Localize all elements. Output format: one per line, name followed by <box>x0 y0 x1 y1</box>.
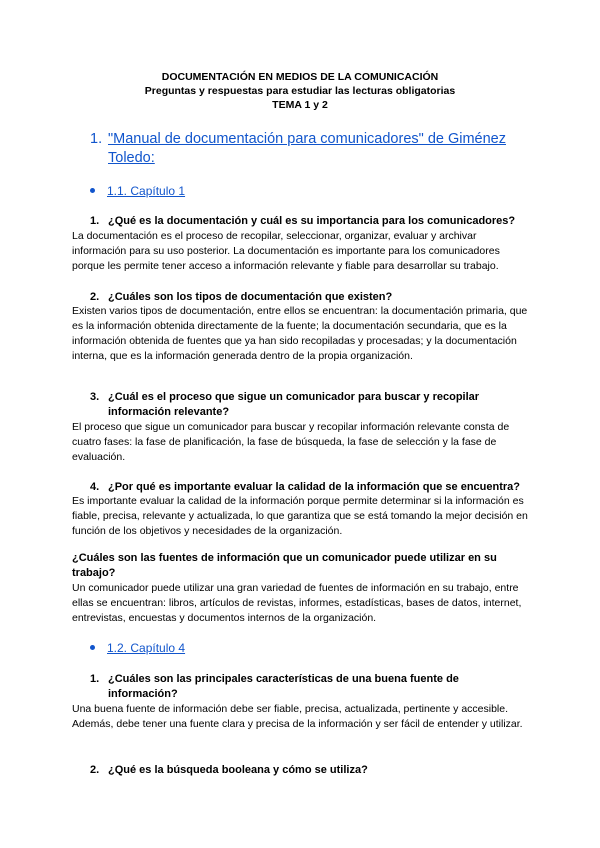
question: 1. ¿Qué es la documentación y cuál es su importancia para los comunicadores? <box>90 215 516 227</box>
answer: Es importante evaluar la calidad de la información porque permite determinar si la información es fiable, precisa, relevante y actualizada, lo que garantiza que se está tomando la mejor decisión en función de los objetivos y necesidades de la organización. <box>72 495 528 537</box>
bullet-icon <box>90 188 95 193</box>
document-header <box>0 70 600 112</box>
answer: El proceso que sigue un comunicador para buscar y recopilar información relevante consta de cuatro fases: la fase de planificación, la fase de búsqueda, la fase de selección y la fase de evaluación. <box>72 421 510 463</box>
chapter-heading[interactable] <box>90 640 185 656</box>
bullet-icon <box>90 645 95 650</box>
answer: Un comunicador puede utilizar una gran variedad de fuentes de información en su trabajo, entre ellas se encuentran: libros, artículos de revistas, informes, estadísticas, bases de datos, internet, entrevistas, encuestas y documentos internos de la organización. <box>72 582 522 624</box>
question: 2. ¿Qué es la búsqueda booleana y cómo se utiliza? <box>90 764 368 776</box>
question: 4. ¿Por qué es importante evaluar la calidad de la información que se encuentra? <box>90 481 521 493</box>
question: 1. ¿Cuáles son las principales características de una buena fuente de información? <box>90 673 459 700</box>
section-heading[interactable] <box>90 130 510 168</box>
question: 3. ¿Cuál es el proceso que sigue un comunicador para buscar y recopilar información relevante? <box>90 391 480 418</box>
question: ¿Cuáles son las fuentes de información que un comunicador puede utilizar en su trabajo? <box>72 552 497 579</box>
answer: Una buena fuente de información debe ser fiable, precisa, actualizada, pertinente y accesible. Además, debe tener una fuente clara y precisa de la información y ser fácil de entender y utilizar. <box>72 703 523 730</box>
header-subtitle: Preguntas y respuestas para estudiar las lecturas obligatorias <box>144 85 456 97</box>
question: 2. ¿Cuáles son los tipos de documentación que existen? <box>90 291 393 303</box>
section-title-link[interactable]: "Manual de documentación para comunicadores" de Giménez Toledo: <box>108 131 506 166</box>
chapter-link[interactable]: 1.1. Capítulo 1 <box>107 184 186 198</box>
header-topic: TEMA 1 y 2 <box>272 99 328 111</box>
chapter-heading[interactable] <box>90 183 185 199</box>
header-title: DOCUMENTACIÓN EN MEDIOS DE LA COMUNICACIÓN <box>161 71 439 83</box>
chapter-link[interactable]: 1.2. Capítulo 4 <box>107 641 186 655</box>
section-number: 1. <box>90 131 103 147</box>
answer: Existen varios tipos de documentación, entre ellos se encuentran: la documentación primaria, que es la información obtenida directamente de la fuente; la documentación secundaria, que es la información obtenida de fuentes que ya han sido recopiladas y procesadas; y la documentación interna, que es la información generada dentro de la propia organización. <box>72 305 528 362</box>
answer: La documentación es el proceso de recopilar, seleccionar, organizar, evaluar y archivar información para su uso posterior. La documentación es importante para los comunicadores porque les permite tener acceso a información relevante y fiable para desarrollar su trabajo. <box>72 230 500 272</box>
